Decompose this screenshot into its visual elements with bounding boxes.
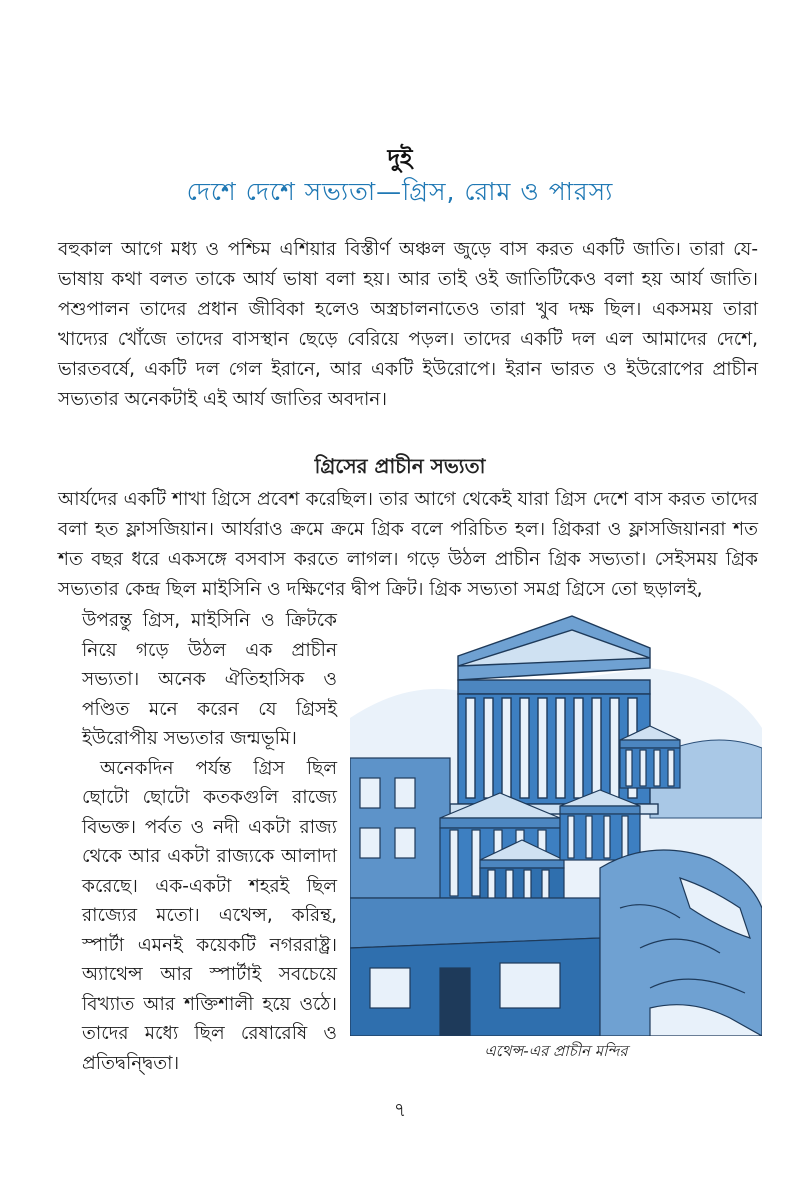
chapter-number: দুই bbox=[387, 144, 413, 172]
side-paragraph-2: অনেকদিন পর্যন্ত গ্রিস ছিল ছোটো ছোটো কতকগুলি রাজ্যে বিভক্ত। পর্বত ও নদী একটা রাজ্য থেকে আর একটা রাজ্যকে আলাদা করেছে। এক-একটা শহরই ছিল রাজ্যের মতো। এথেন্স, করিন্থ, স্পার্টা এমনই কয়েকটি নগররাষ্ট্র। অ্যাথেন্স আর স্পার্টাই সবচেয়ে বিখ্যাত আর শক্তিশালী হয়ে ওঠে। তাদের মধ্যে ছিল রেষারেষি ও প্রতিদ্বন্দ্বিতা। bbox=[82, 757, 337, 1074]
section-heading: গ্রিসের প্রাচীন সভ্যতা bbox=[314, 454, 486, 478]
left-buildings bbox=[350, 758, 450, 898]
chapter-title: দেশে দেশে সভ্যতা—গ্রিস, রোম ও পারস্য bbox=[186, 177, 614, 206]
side-text-column bbox=[82, 606, 337, 1078]
foreground-walls bbox=[350, 898, 600, 1036]
side-paragraph-1: উপরন্তু গ্রিস, মাইসিনি ও ক্রিটকে নিয়ে গড়ে উঠল এক প্রাচীন সভ্যতা। অনেক ঐতিহাসিক ও পণ্ডিত মনে করেন যে গ্রিসই ইউরোপীয় সভ্যতার জন্মভূমি। bbox=[82, 610, 337, 749]
illustration-caption: এথেন্স-এর প্রাচীন মন্দির bbox=[484, 1042, 628, 1060]
rocky-cliff bbox=[600, 850, 762, 1036]
page-number: ৭ bbox=[393, 1099, 407, 1121]
intro-paragraph: বহুকাল আগে মধ্য ও পশ্চিম এশিয়ার বিস্তীর্ণ অঞ্চল জুড়ে বাস করত একটি জাতি। তারা যে-ভাষায় কথা বলত তাকে আর্য ভাষা বলা হয়। আর তাই ওই জাতিটিকেও বলা হয় আর্য জাতি। পশুপালন তাদের প্রধান জীবিকা হলেও অস্ত্রচালনাতেও তারা খুব দক্ষ ছিল। একসময় তারা খাদ্যের খোঁজে তাদের বাসস্থান ছেড়ে বেরিয়ে পড়ল। তাদের একটি দল এল আমাদের দেশে, ভারতবর্ষে, একটি দল গেল ইরানে, আর একটি ইউরোপে। ইরান ভারত ও ইউরোপের প্রাচীন সভ্যতার অনেকটাই এই আর্য জাতির অবদান। bbox=[58, 239, 758, 410]
right-small-temple bbox=[620, 726, 680, 788]
section-paragraph: আর্যদের একটি শাখা গ্রিসে প্রবেশ করেছিল। তার আগে থেকেই যারা গ্রিস দেশে বাস করত তাদের বলা হত ফ্লাসজিয়ান। আর্যরাও ক্রমে ক্রমে গ্রিক বলে পরিচিত হল। গ্রিকরা ও ফ্লাসজিয়ানরা শত শত বছর ধরে একসঙ্গে বসবাস করতে লাগল। গড়ে উঠল প্রাচীন গ্রিক সভ্যতা। সেইসময় গ্রিক সভ্যতার কেন্দ্র ছিল মাইসিনি ও দক্ষিণের দ্বীপ ক্রিট। গ্রিক সভ্যতা সমগ্র গ্রিসে তো ছড়ালই, bbox=[58, 489, 758, 600]
athens-temple-illustration bbox=[350, 608, 762, 1036]
